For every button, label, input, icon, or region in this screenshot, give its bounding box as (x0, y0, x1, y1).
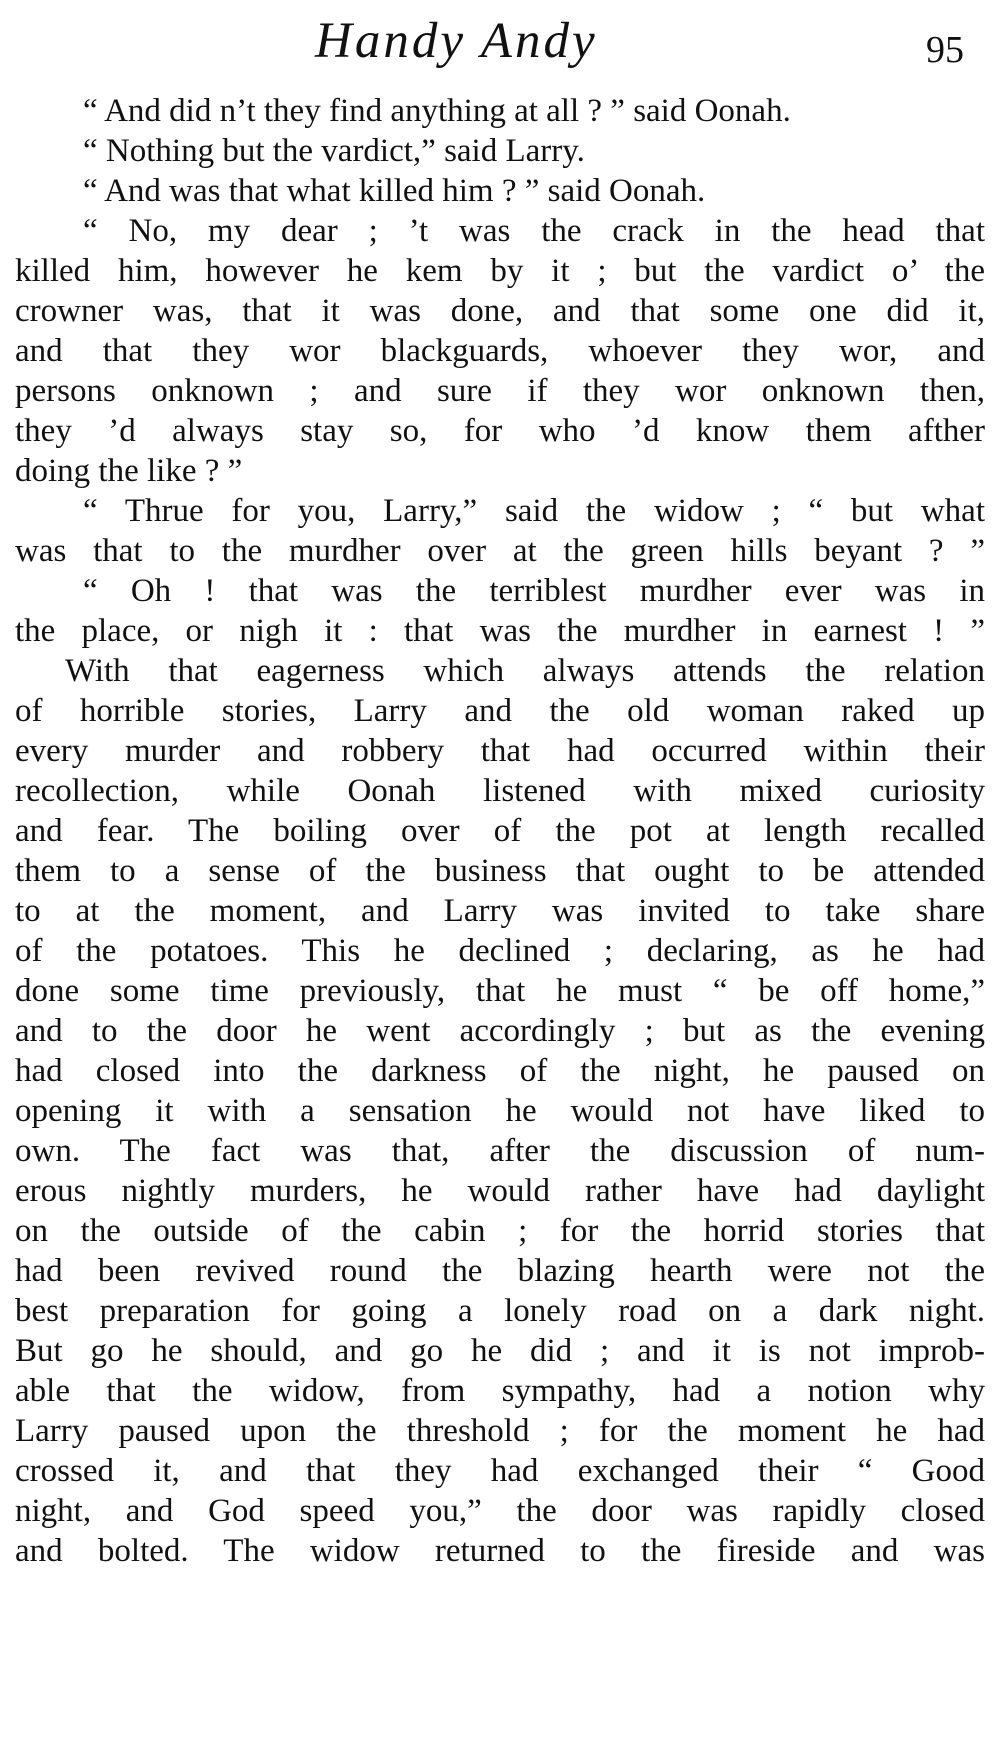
text-line: done some time previously, that he must “ be off home,” (15, 973, 985, 1009)
text-line: and bolted. The widow returned to the fireside and was (15, 1533, 985, 1569)
text-line: But go he should, and go he did ; and it is not improb- (15, 1333, 985, 1369)
text-line: crowner was, that it was done, and that some one did it, (15, 293, 985, 329)
running-title: Handy Andy (315, 13, 598, 69)
text-line: to at the moment, and Larry was invited to take share (15, 893, 985, 929)
text-line: opening it with a sensation he would not have liked to (15, 1093, 985, 1129)
text-line: erous nightly murders, he would rather have had daylight (15, 1173, 985, 1209)
text-line: “ And was that what killed him ? ” said Oonah. (83, 173, 706, 209)
text-line: recollection, while Oonah listened with mixed curiosity (15, 773, 985, 809)
text-line: best preparation for going a lonely road on a dark night. (15, 1293, 985, 1329)
body-text (15, 91, 985, 1571)
text-line: persons onknown ; and sure if they wor onknown then, (15, 373, 985, 409)
text-line: they ’d always stay so, for who ’d know them afther (15, 413, 985, 449)
text-line: the place, or nigh it : that was the murdher in earnest ! ” (15, 613, 985, 649)
text-line: own. The fact was that, after the discussion of num- (15, 1133, 985, 1169)
text-line: “ Oh ! that was the terriblest murdher ever was in (83, 573, 985, 609)
text-line: doing the like ? ” (15, 453, 243, 489)
text-line: “ No, my dear ; ’t was the crack in the head that (83, 213, 985, 249)
text-line: and to the door he went accordingly ; but as the evening (15, 1013, 985, 1049)
text-line: “ And did n’t they find anything at all ? ” said Oonah. (83, 93, 791, 129)
text-line: “ Thrue for you, Larry,” said the widow ; “ but what (83, 493, 985, 529)
text-line: killed him, however he kem by it ; but the vardict o’ the (15, 253, 985, 289)
text-line: night, and God speed you,” the door was rapidly closed (15, 1493, 985, 1529)
text-line: and that they wor blackguards, whoever they wor, and (15, 333, 985, 369)
text-line: them to a sense of the business that ought to be attended (15, 853, 985, 889)
text-line: was that to the murdher over at the green hills beyant ? ” (15, 533, 985, 569)
page-number: 95 (926, 29, 964, 71)
text-line: Larry paused upon the threshold ; for the moment he had (15, 1413, 985, 1449)
text-line: of the potatoes. This he declined ; declaring, as he had (15, 933, 985, 969)
text-line: on the outside of the cabin ; for the horrid stories that (15, 1213, 985, 1249)
text-line: had closed into the darkness of the night, he paused on (15, 1053, 985, 1089)
text-line: crossed it, and that they had exchanged their “ Good (15, 1453, 985, 1489)
page-header (0, 8, 1000, 78)
text-line: every murder and robbery that had occurred within their (15, 733, 985, 769)
text-line: had been revived round the blazing hearth were not the (15, 1253, 985, 1289)
text-line: and fear. The boiling over of the pot at length recalled (15, 813, 985, 849)
text-line: of horrible stories, Larry and the old woman raked up (15, 693, 985, 729)
text-line: “ Nothing but the vardict,” said Larry. (83, 133, 585, 169)
text-line: With that eagerness which always attends the relation (65, 653, 985, 689)
text-line: able that the widow, from sympathy, had a notion why (15, 1373, 985, 1409)
